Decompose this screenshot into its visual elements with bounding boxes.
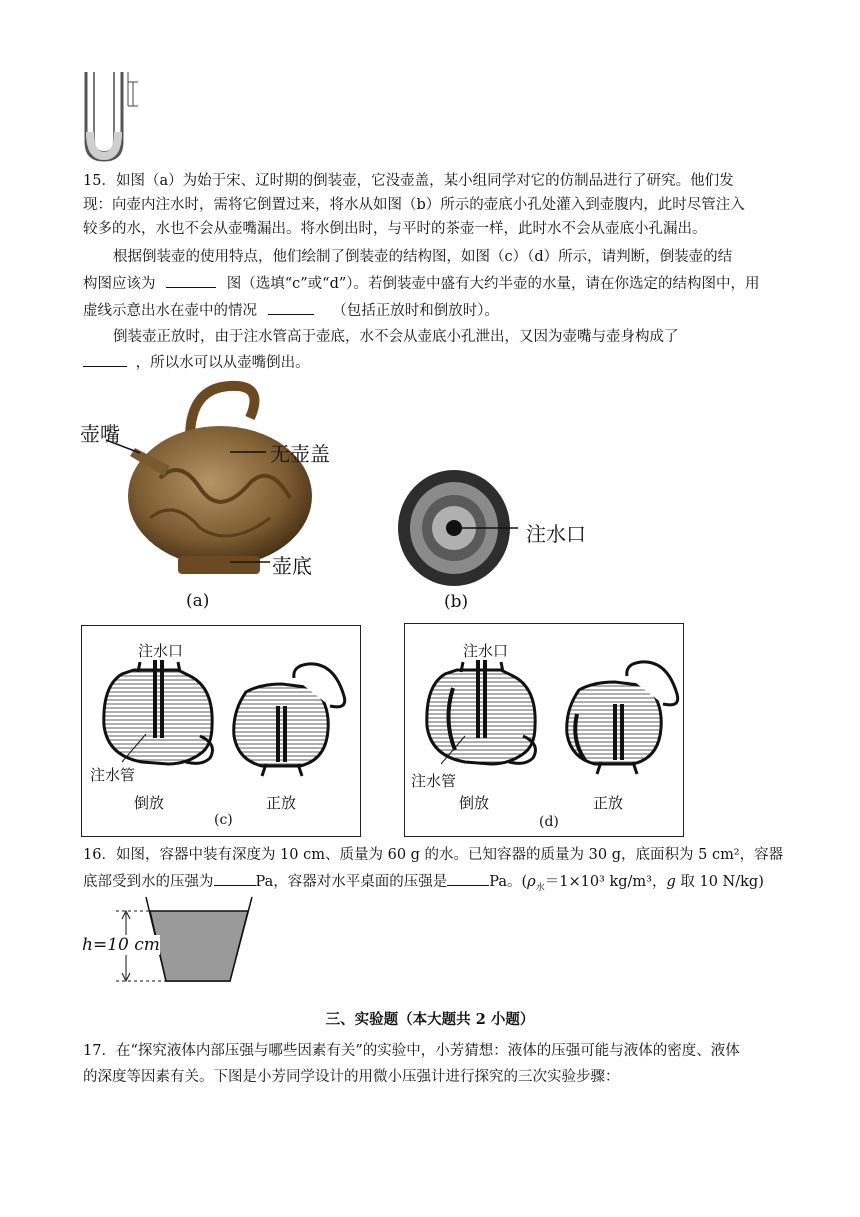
u-tube-figure-partial [78,72,158,164]
q16-line2: 底部受到水的压强为 Pa，容器对水平桌面的压强是 Pa。($\rho_水=1\times 10^3$ kg/m³，g 取 10 N/kg) [83,871,764,898]
figure-d-drawing [405,624,683,836]
answer-blank-table-pressure[interactable] [447,871,489,886]
figure-c-drawing [82,626,360,836]
label-inverted-c: 倒放 [134,794,165,812]
caption-c: (c) [214,812,233,828]
label-bottom: 壶底 [272,554,312,578]
q17-line1: 17．在“探究液体内部压强与哪些因素有关”的实验中，小芳猜想：液体的压强可能与液体的密度、液体 [83,1043,740,1059]
answer-blank-structure[interactable] [166,273,216,288]
depth-label: h=10 cm [82,935,160,955]
teapot-photo [80,378,360,578]
q15-line7: 倒装壶正放时，由于注水管高于壶底，水不会从壶底小孔泄出，又因为壶嘴与壶身构成了 [113,329,679,345]
label-no-lid: 无壶盖 [270,442,330,466]
caption-a: (a) [186,591,210,611]
label-spout: 壶嘴 [80,422,120,446]
label-inverted-d: 倒放 [459,794,490,812]
figure-a-teapot [80,378,360,618]
q15-line1: 15．如图（a）为始于宋、辽时期的倒装壶，它没壶盖，某小组同学对它的仿制品进行了研究。他们发 [83,173,734,189]
label-inlet-c: 注水口 [138,642,184,660]
answer-blank-dashed-line[interactable] [268,300,314,315]
figure-c-structure [81,625,361,837]
caption-d: (d) [539,814,559,830]
label-upright-c: 正放 [266,794,297,812]
q17-line2: 的深度等因素有关。下图是小芳同学设计的用微小压强计进行探究的三次实验步骤： [83,1069,620,1085]
label-inlet-b: 注水口 [526,522,586,546]
q15-line8: ，所以水可以从壶嘴倒出。 [83,352,310,373]
caption-b: (b) [444,592,469,612]
label-pipe-d: 注水管 [411,772,457,790]
q15-line5: 构图应该为 图（选填“c”或“d”）。若倒装壶中盛有大约半壶的水量，请在你选定的结构图中，用 [83,273,760,294]
figure-d-structure [404,623,684,837]
figure-b-pot-bottom [392,458,612,618]
answer-blank-connector[interactable] [83,352,127,367]
section-title-experiments: 三、实验题（本大题共 2 小题） [325,1011,535,1028]
label-pipe-c: 注水管 [90,766,136,784]
q15-line3: 较多的水，水也不会从壶嘴漏出。将水倒出时，与平时的茶壶一样，此时水不会从壶底小孔漏出。 [83,221,707,237]
answer-blank-bottom-pressure[interactable] [214,871,256,886]
label-upright-d: 正放 [593,794,624,812]
container-figure [80,893,280,985]
q15-line6: 虚线示意出水在壶中的情况 （包括正放时和倒放时）。 [83,300,499,321]
label-inlet-d: 注水口 [463,642,509,660]
q15-line2: 现：向壶内注水时，需将它倒置过来，将水从如图（b）所示的壶底小孔处灌入到壶腹内，此时尽管注入 [83,197,745,213]
q15-line4: 根据倒装壶的使用特点，他们绘制了倒装壶的结构图，如图（c）（d）所示，请判断，倒装壶的结 [113,249,733,265]
q16-line1: 16．如图，容器中装有深度为 10 cm、质量为 60 g 的水。已知容器的质量为 30 g，底面积为 5 cm²，容器 [83,847,784,863]
